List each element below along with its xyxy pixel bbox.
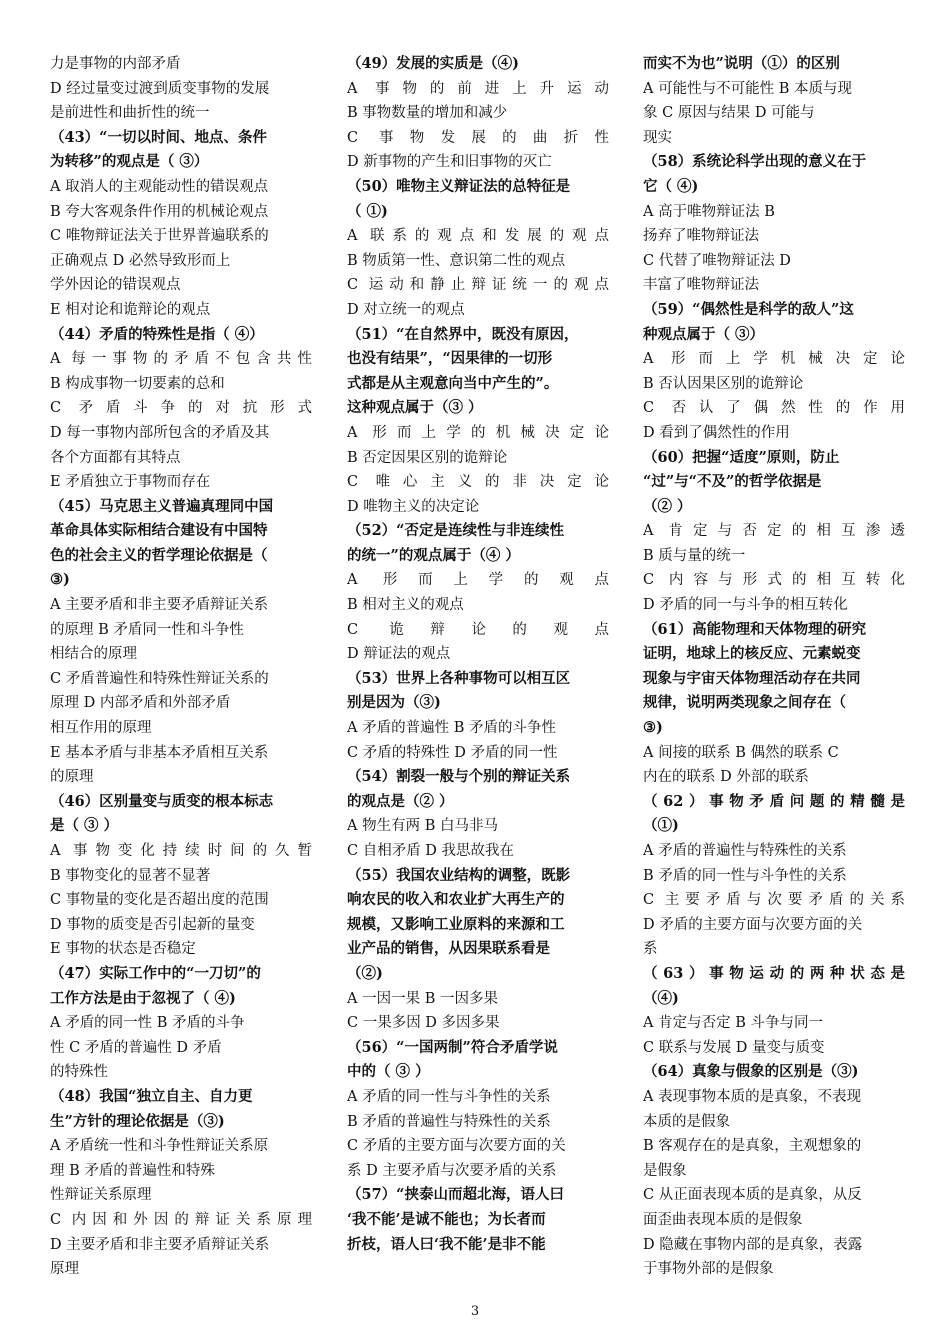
text-line: C 主要矛盾与次要矛盾的关系 [643, 892, 905, 909]
text-line: 是假象 [643, 1162, 687, 1179]
question-line: （62）事物矛盾问题的精髓是 [643, 792, 905, 810]
text-line: C 矛盾斗争的对抗形式 [50, 400, 312, 417]
question-line: （54）割裂一般与个别的辩证关系 [347, 768, 571, 786]
question-line: （55）我国农业结构的调整，既影 [347, 866, 571, 884]
text-line: B 相对主义的观点 [347, 597, 464, 614]
question-line: （44）矛盾的特殊性是指（ ④） [50, 325, 264, 343]
question-line: 它（ ④) [643, 177, 699, 195]
text-line: C 内因和外因的辩证关系原理 [50, 1211, 312, 1228]
question-line: （43）“一切以时间、地点、条件 [50, 128, 268, 146]
text-line: A 形而上学的机械决定论 [347, 424, 609, 441]
text-line: C 联系与发展 D 量变与质变 [643, 1039, 825, 1056]
text-line: 相互作用的原理 [50, 720, 152, 737]
question-line: （56）“一国两制”符合矛盾学说 [347, 1038, 558, 1056]
question-line: （52）“否定是连续性与非连续性 [347, 522, 565, 540]
text-line: A 表现事物本质的是真象，不表现 [643, 1088, 862, 1105]
question-line: （46）区别量变与质变的根本标志 [50, 792, 274, 810]
text-line: C 代替了唯物辩证法 D [643, 252, 791, 269]
text-line: 各个方面都有其特点 [50, 449, 181, 466]
question-line: 的观点是（② ） [347, 792, 454, 810]
text-line: B 客观存在的是真象，主观想象的 [643, 1138, 862, 1155]
question-line: （60）把握“适度”原则，防止 [643, 448, 840, 466]
text-line: E 基本矛盾与非基本矛盾相互关系 [50, 744, 269, 761]
text-line: A 事物的前进上升运动 [347, 80, 609, 97]
text-line: 相结合的原理 [50, 646, 137, 663]
text-line: A 矛盾的普遍性 B 矛盾的斗争性 [347, 720, 556, 737]
text-line: C 内容与形式的相互转化 [643, 572, 905, 589]
text-line: C 事物发展的曲折性 [347, 129, 609, 146]
question-line: 色的社会主义的哲学理论依据是（ [50, 546, 268, 564]
question-line: 中的（ ③ ） [347, 1063, 430, 1081]
text-line: C 诡辩论的观点 [347, 621, 609, 638]
text-line: D 经过量变过渡到质变事物的发展 [50, 80, 270, 97]
text-line: C 矛盾的特殊性 D 矛盾的同一性 [347, 744, 558, 761]
text-line: D 隐藏在事物内部的是真象，表露 [643, 1236, 863, 1253]
text-line: B 否定因果区别的诡辩论 [347, 449, 508, 466]
text-line: B 事物变化的显著不显著 [50, 867, 211, 884]
text-line: A 矛盾统一性和斗争性辩证关系原 [50, 1138, 269, 1155]
question-line: 业产品的销售，从因果联系看是 [347, 940, 550, 958]
question-line: （49）发展的实质是（④) [347, 55, 520, 72]
text-line: D 每一事物内部所包含的矛盾及其 [50, 424, 270, 441]
text-line: 力是事物的内部矛盾 [50, 56, 181, 72]
text-line: A 取消人的主观能动性的错误观点 [50, 178, 269, 195]
question-line: 而实不为也”说明（①）的区别 [643, 55, 840, 72]
text-line: 原理 D 内部矛盾和外部矛盾 [50, 695, 231, 712]
text-line: D 对立统一的观点 [347, 301, 465, 318]
text-line: D 看到了偶然性的作用 [643, 424, 790, 441]
question-line: 生”方针的理论依据是（③) [50, 1112, 225, 1130]
question-line: 的统一”的观点属于（④ ） [347, 546, 520, 564]
text-line: A 主要矛盾和非主要矛盾辩证关系 [50, 597, 269, 614]
text-line: C 一果多因 D 多因多果 [347, 1015, 500, 1032]
text-line: A 每一事物的矛盾不包含共性 [50, 351, 312, 368]
text-line: D 新事物的产生和旧事物的灭亡 [347, 154, 552, 171]
text-line: 面歪曲表现本质的是假象 [643, 1211, 803, 1228]
text-line: 学外因论的错误观点 [50, 277, 181, 294]
text-line: A 肯定与否定 B 斗争与同一 [643, 1015, 823, 1032]
question-line: （61）高能物理和天体物理的研究 [643, 620, 867, 638]
text-line: B 构成事物一切要素的总和 [50, 375, 225, 392]
text-line: A 矛盾的普遍性与特殊性的关系 [643, 843, 847, 859]
text-column-left [50, 52, 312, 1282]
text-line: 现实 [643, 129, 672, 146]
question-line: （53）世界上各种事物可以相互区 [347, 669, 571, 687]
text-line: 于事物外部的是假象 [643, 1261, 774, 1278]
text-line: D 唯物主义的决定论 [347, 498, 480, 515]
question-line: （④) [643, 989, 679, 1007]
text-line: E 矛盾独立于事物而存在 [50, 474, 211, 491]
text-line: B 事物数量的增加和减少 [347, 105, 508, 122]
text-line: 象 C 原因与结果 D 可能与 [643, 105, 815, 122]
text-line: A 可能性与不可能性 B 本质与现 [643, 80, 852, 97]
text-line: C 矛盾的主要方面与次要方面的关 [347, 1138, 566, 1155]
question-line: （45）马克思主义普遍真理同中国 [50, 497, 274, 515]
text-line: 丰富了唯物辩证法 [643, 277, 759, 294]
question-line: “过”与“不及”的哲学依据是 [643, 473, 822, 491]
text-line: 系 D 主要矛盾与次要矛盾的关系 [347, 1162, 557, 1179]
text-line: 性辩证关系原理 [50, 1187, 152, 1204]
question-line: （64）真象与假象的区别是（③) [643, 1063, 859, 1081]
text-line: A 矛盾的同一性与斗争性的关系 [347, 1088, 551, 1105]
text-line: A 形而上学机械决定论 [643, 351, 905, 368]
question-line: 式都是从主观意向当中产生的”。 [347, 374, 559, 392]
text-line: B 质与量的统一 [643, 547, 746, 564]
text-line: B 矛盾的同一性与斗争性的关系 [643, 867, 847, 884]
question-line: 规律，说明两类现象之间存在（ [643, 694, 846, 712]
question-line: 为转移”的观点是（ ③） [50, 153, 209, 171]
text-line: E 相对论和诡辩论的观点 [50, 301, 211, 318]
question-line: ③) [50, 571, 70, 589]
text-line: C 唯心主义的非决定论 [347, 474, 609, 491]
question-line: （47）实际工作中的“一刀切”的 [50, 964, 261, 982]
text-line: A 联系的观点和发展的观点 [347, 228, 609, 245]
text-line: 的特殊性 [50, 1064, 108, 1081]
question-line: 折枝，语人曰‘我不能’是非不能 [347, 1235, 546, 1253]
text-line: 内在的联系 D 外部的联系 [643, 769, 809, 786]
text-line: A 肯定与否定的相互渗透 [643, 523, 905, 540]
question-line: ③) [643, 719, 663, 737]
question-line: （①) [643, 817, 679, 835]
text-line: 扬弃了唯物辩证法 [643, 228, 759, 245]
text-line: C 运动和静止辩证统一的观点 [347, 277, 609, 294]
text-line: 系 [643, 941, 658, 958]
question-line: （63）事物运动的两种状态是 [643, 964, 905, 982]
text-line: B 否认因果区别的诡辩论 [643, 375, 804, 392]
question-line: 种观点属于（ ③） [643, 325, 765, 343]
question-line: （50）唯物主义辩证法的总特征是 [347, 177, 571, 195]
text-line: D 事物的质变是否引起新的量变 [50, 916, 255, 933]
text-line: 理 B 矛盾的普遍性和特殊 [50, 1162, 215, 1179]
question-line: （48）我国“独立自主、自力更 [50, 1087, 253, 1105]
text-line: 正确观点 D 必然导致形而上 [50, 252, 231, 269]
question-line: （51）“在自然界中，既没有原因， [347, 325, 579, 343]
text-line: 性 C 矛盾的普遍性 D 矛盾 [50, 1039, 222, 1056]
question-line: （ ①) [347, 202, 388, 220]
text-line: 的原理 B 矛盾同一性和斗争性 [50, 621, 244, 638]
text-line: D 辩证法的观点 [347, 646, 451, 663]
text-line: B 物质第一性、意识第二性的观点 [347, 252, 566, 269]
text-line: A 物生有两 B 白马非马 [347, 818, 498, 835]
question-line: （57）“挟泰山而超北海，语人曰 [347, 1186, 565, 1204]
text-line: 是前进性和曲折性的统一 [50, 105, 210, 122]
question-line: 证明，地球上的核反应、元素蜕变 [643, 645, 861, 663]
question-line: 别是因为（③) [347, 694, 441, 712]
text-line: C 矛盾普遍性和特殊性辩证关系的 [50, 670, 269, 687]
text-line: C 自相矛盾 D 我思故我在 [347, 843, 515, 859]
question-line: 这种观点属于（③ ） [347, 399, 483, 417]
text-column-middle [347, 52, 609, 1257]
text-line: A 事物变化持续时间的久暂 [50, 843, 312, 859]
text-line: A 矛盾的同一性 B 矛盾的斗争 [50, 1015, 245, 1032]
text-line: 原理 [50, 1261, 79, 1278]
text-line: C 唯物辩证法关于世界普遍联系的 [50, 228, 269, 245]
question-line: 现象与宇宙天体物理活动存在共同 [643, 669, 861, 687]
text-line: B 矛盾的普遍性与特殊性的关系 [347, 1113, 551, 1130]
page-number: 3 [470, 1304, 480, 1319]
text-line: A 高于唯物辩证法 B [643, 203, 775, 220]
question-line: 是（ ③ ） [50, 817, 119, 835]
text-line: E 事物的状态是否稳定 [50, 941, 196, 958]
question-line: （② ） [643, 497, 692, 515]
question-line: 也没有结果”，“因果律的一切形 [347, 350, 553, 368]
text-line: A 间接的联系 B 偶然的联系 C [643, 744, 839, 761]
question-line: 响农民的收入和农业扩大再生产的 [347, 891, 565, 909]
text-line: D 矛盾的主要方面与次要方面的关 [643, 916, 863, 933]
question-line: （59）“偶然性是科学的敌人”这 [643, 300, 854, 318]
question-line: 工作方法是由于忽视了（ ④) [50, 989, 236, 1007]
text-line: A 形而上学的观点 [347, 572, 609, 589]
question-line: （58）系统论科学出现的意义在于 [643, 153, 867, 171]
question-line: ‘我不能’是诚不能也；为长者而 [347, 1210, 546, 1228]
text-line: 本质的是假象 [643, 1113, 730, 1130]
text-line: C 事物量的变化是否超出度的范围 [50, 892, 269, 909]
question-line: （②) [347, 964, 383, 982]
question-line: 规模，又影响工业原料的来源和工 [347, 915, 565, 933]
text-column-right [643, 52, 905, 1282]
text-line: 的原理 [50, 769, 94, 786]
text-line: C 从正面表现本质的是真象，从反 [643, 1187, 862, 1204]
question-line: 革命具体实际相结合建设有中国特 [50, 522, 268, 540]
text-line: D 矛盾的同一与斗争的相互转化 [643, 597, 848, 614]
text-line: A 一因一果 B 一因多果 [347, 990, 498, 1007]
text-line: C 否认了偶然性的作用 [643, 400, 905, 417]
text-line: D 主要矛盾和非主要矛盾辩证关系 [50, 1236, 270, 1253]
text-line: B 夸大客观条件作用的机械论观点 [50, 203, 269, 220]
